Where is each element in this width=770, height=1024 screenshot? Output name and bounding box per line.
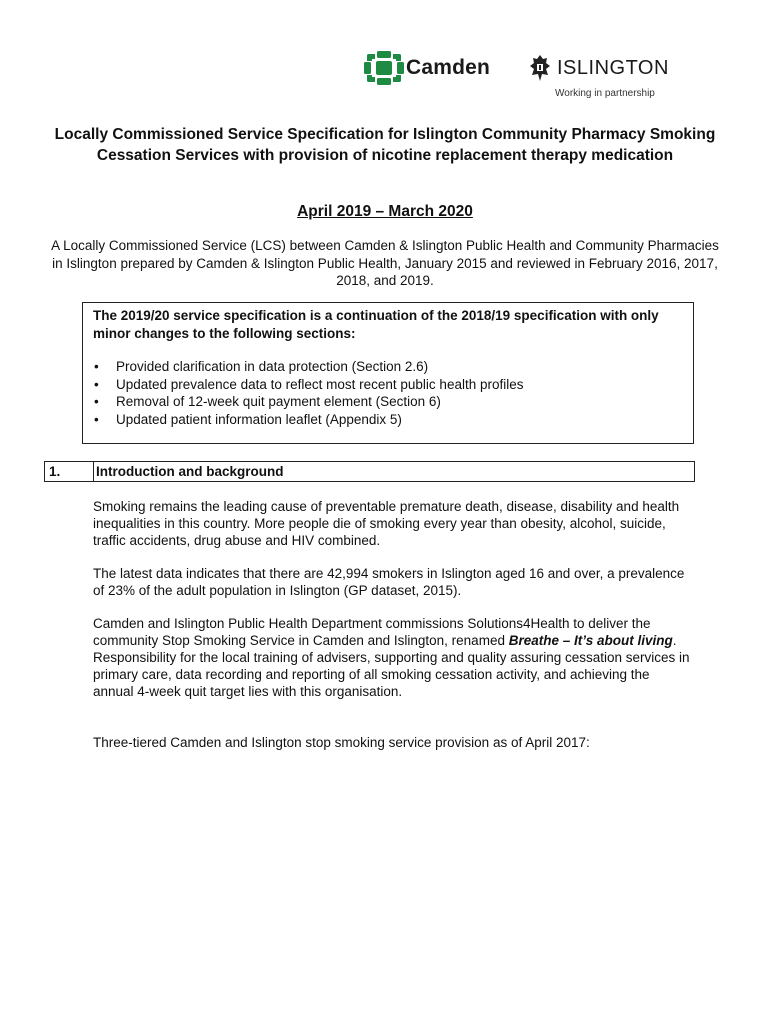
service-period: April 2019 – March 2020 [297, 203, 473, 220]
list-item-text: Updated patient information leaflet (Appendix 5) [116, 411, 402, 427]
paragraph-text: Camden and Islington Public Health Department commissions Solutions4Health to deliver the community Stop Smoking Service in Camden and Islington, renamed [93, 616, 651, 648]
list-item-text: Removal of 12-week quit payment element (Section 6) [116, 394, 441, 409]
document-title: Locally Commissioned Service Specification for Islington Community Pharmacy Smoking Cessation Services with provision of nicotine replacement therapy medication [54, 126, 716, 164]
camden-logo [364, 50, 490, 86]
body-paragraph-3 [93, 615, 693, 700]
list-item: • Removal of 12-week quit payment element (Section 6) [94, 394, 441, 409]
section-number: 1. [45, 462, 94, 481]
intro-paragraph: A Locally Commissioned Service (LCS) between Camden & Islington Public Health and Community Pharmacies in Islington prepared by Camden & Islington Public Health, January 2015 and reviewed in February 2016, 2017, 2018, and 2019. [51, 238, 719, 288]
islington-crest-icon [529, 54, 551, 82]
list-item: • Updated prevalence data to reflect most recent public health profiles [94, 376, 524, 392]
body-paragraph-2: The latest data indicates that there are 42,994 smokers in Islington aged 16 and over, a prevalence of 23% of the adult population in Islington (GP dataset, 2015). [93, 566, 685, 598]
changes-list [93, 358, 683, 428]
changes-summary-box [82, 302, 694, 444]
partnership-tagline: Working in partnership [555, 88, 655, 99]
section-header [44, 461, 695, 482]
list-item: • Updated patient information leaflet (Appendix 5) [94, 411, 402, 427]
list-item: • Provided clarification in data protection (Section 2.6) [94, 359, 429, 374]
breathe-brand-name: Breathe – It’s about living [508, 633, 673, 648]
list-item-text: Provided clarification in data protection (Section 2.6) [116, 359, 429, 374]
list-item-text: Updated prevalence data to reflect most recent public health profiles [116, 376, 524, 392]
islington-logo [529, 50, 669, 86]
section-title: Introduction and background [96, 464, 284, 479]
partner-logos [364, 50, 684, 102]
camden-wordmark: Camden [406, 56, 491, 79]
islington-wordmark: ISLINGTON [557, 56, 669, 79]
camden-emblem-icon [364, 51, 404, 85]
body-paragraph-4: Three-tiered Camden and Islington stop smoking service provision as of April 2017: [93, 735, 590, 750]
paragraph-text: . Responsibility for the local training of advisers, supporting and quality assuring cessation services in primary care, data recording and reporting of all smoking cessation activity, and achieving the annual 4-week quit target lies with this organisation. [93, 633, 690, 699]
changes-heading: The 2019/20 service specification is a continuation of the 2018/19 specification with only minor changes to the following sections: [93, 308, 659, 341]
body-paragraph-1: Smoking remains the leading cause of preventable premature death, disease, disability and health inequalities in this country. More people die of smoking every year than obesity, alcohol, suicide, traffic accidents, drug abuse and HIV combined. [93, 499, 680, 548]
